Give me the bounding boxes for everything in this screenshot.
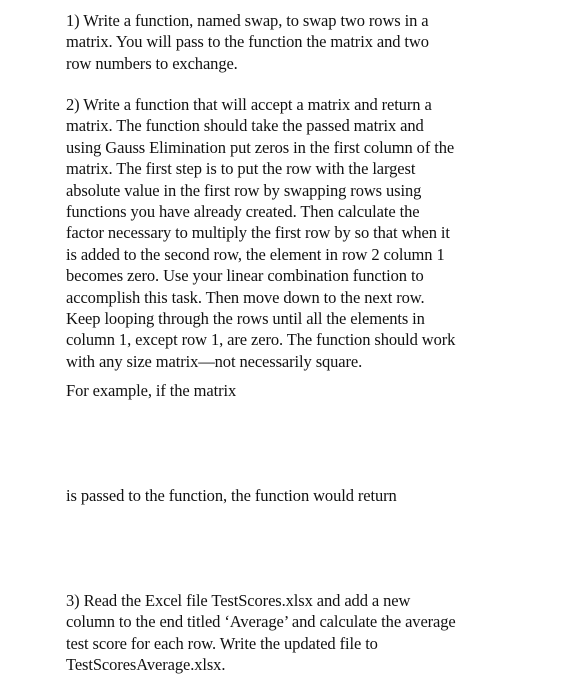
- question-2-paragraph: [66, 94, 455, 372]
- question-3-line: test score for each row. Write the updated file to: [66, 633, 378, 653]
- example-intro-text: For example, if the matrix: [66, 381, 237, 400]
- question-1-line: matrix. You will pass to the function the matrix and two: [66, 32, 429, 52]
- question-2-line: 2) Write a function that will accept a matrix and return a: [66, 95, 432, 114]
- question-2-line: becomes zero. Use your linear combination function to: [66, 266, 424, 286]
- question-1-line: 1) Write a function, named swap, to swap two rows in a: [66, 11, 429, 30]
- question-3-paragraph: [66, 590, 456, 676]
- question-2-line: Keep looping through the rows until all the elements in: [66, 309, 425, 329]
- question-2-line: factor necessary to multiply the first row by so that when it: [66, 223, 450, 243]
- question-2-line: column 1, except row 1, are zero. The function should work: [66, 330, 456, 350]
- question-2-line: matrix. The function should take the passed matrix and: [66, 116, 424, 136]
- question-1-line: row numbers to exchange.: [66, 53, 238, 73]
- question-3-line: column to the end titled ‘Average’ and calculate the average: [66, 612, 456, 632]
- question-2-line: using Gauss Elimination put zeros in the first column of the: [66, 137, 455, 157]
- question-2-line: functions you have already created. Then calculate the: [66, 202, 420, 222]
- question-2-line: absolute value in the first row by swapping rows using: [66, 180, 422, 200]
- question-2-line: matrix. The first step is to put the row with the largest: [66, 159, 416, 179]
- question-3-line: 3) Read the Excel file TestScores.xlsx and add a new: [66, 591, 411, 610]
- question-1-paragraph: [66, 10, 429, 74]
- example-passed-text: is passed to the function, the function would return: [66, 486, 397, 505]
- question-2-line: with any size matrix—not necessarily square.: [66, 351, 363, 371]
- question-3-line: TestScoresAverage.xlsx.: [66, 655, 226, 675]
- question-2-line: accomplish this task. Then move down to the next row.: [66, 287, 425, 307]
- question-2-line: is added to the second row, the element in row 2 column 1: [66, 244, 445, 264]
